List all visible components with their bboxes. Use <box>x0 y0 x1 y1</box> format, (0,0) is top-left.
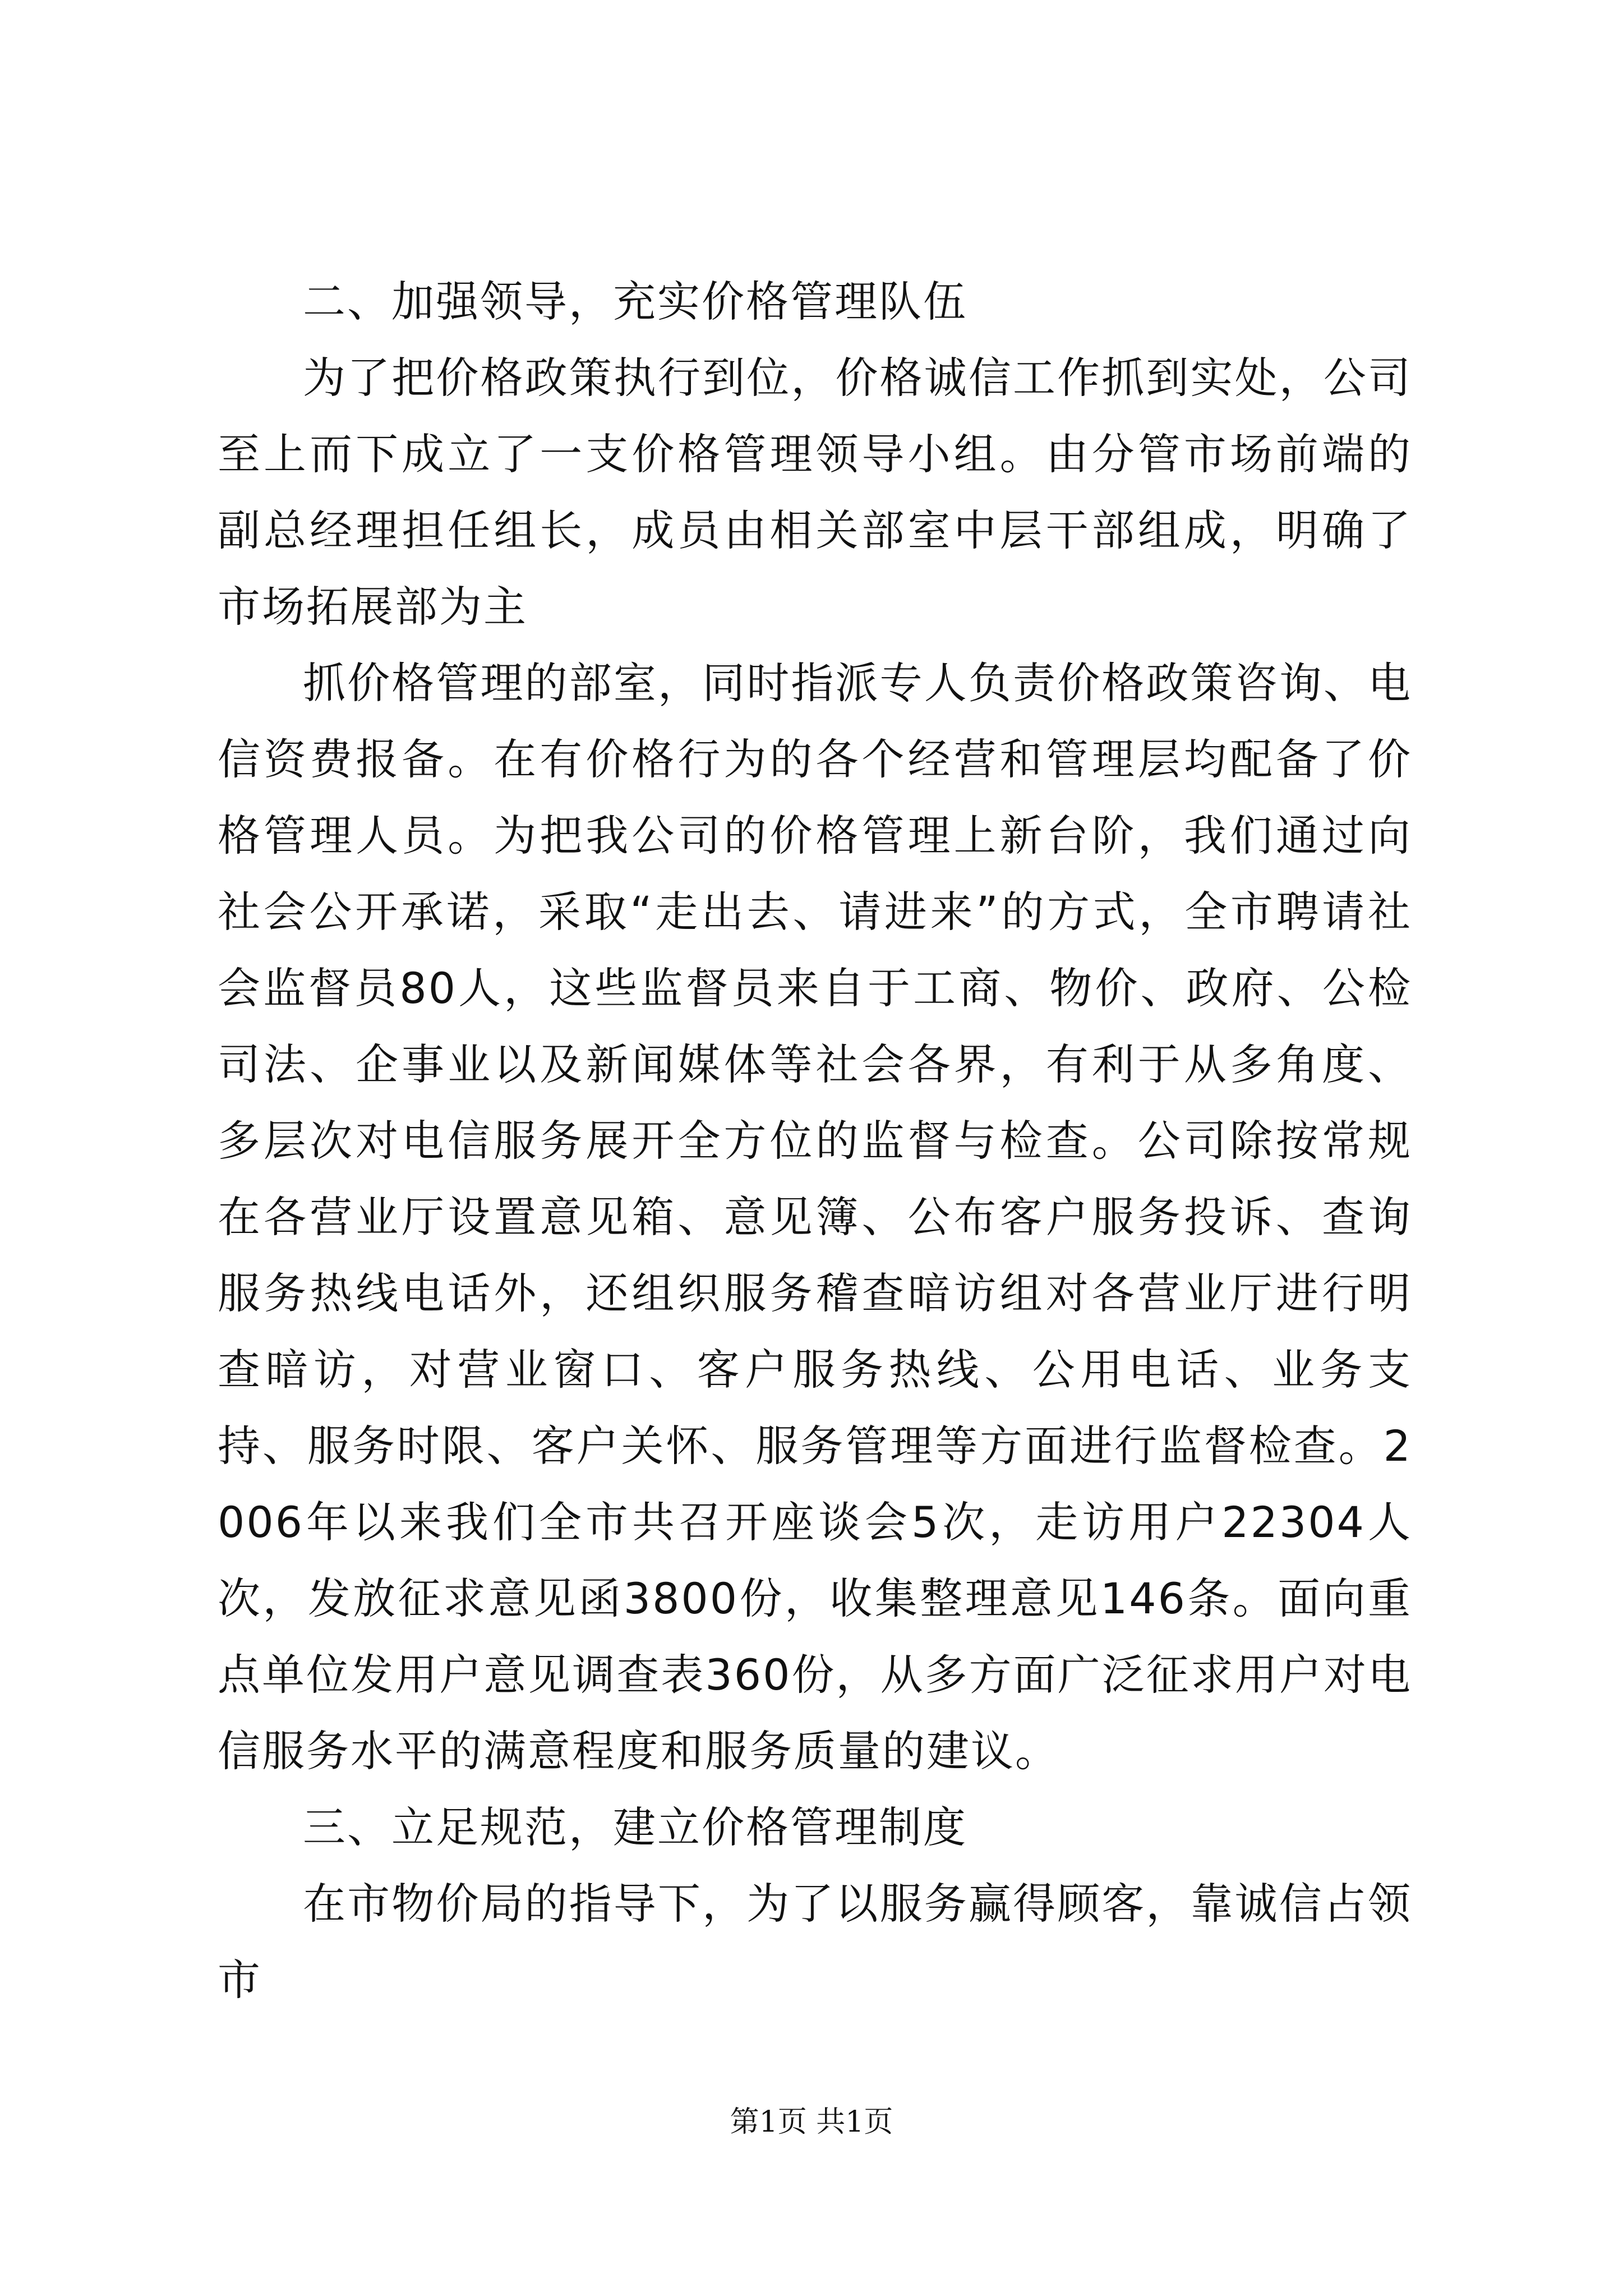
paragraph-price-bureau-guidance: 在市物价局的指导下，为了以服务赢得顾客，靠诚信占领市 <box>218 1879 1412 2005</box>
page-footer: 第1页 共1页 <box>730 2105 893 2139</box>
section-heading-2: 二、加强领导，充实价格管理队伍 <box>303 277 967 326</box>
paragraph-price-management-staff: 抓价格管理的部室，同时指派专人负责价格政策咨询、电信资费报备。在有价格行为的各个经营和管理层均配备了价格管理人员。为把我公司的价格管理上新台阶，我们通过向社会公开承诺，采取“走出去、请进来”的方式，全市聘请社会监督员80人，这些监督员来自于工商、物价、政府、公检司法、企事业以及新闻媒体等社会各界，有利于从多角度、多层次对电信服务展开全方位的监督与检查。公司除按常规在各营业厅设置意见箱、意见簿、公布客户服务投诉、查询服务热线电话外，还组织服务稽查暗访组对各营业厅进行明查暗访，对营业窗口、客户服务热线、公用电话、业务支持、服务时限、客户关怀、服务管理等方面进行监督检查。2006年以来我们全市共召开座谈会5次，走访用户22304人次，发放征求意见函3800份，收集整理意见146条。面向重点单位发用户意见调查表360份，从多方面广泛征求用户对电信服务水平的满意程度和服务质量的建议。 <box>218 658 1412 1776</box>
document-body <box>218 264 1412 2018</box>
paragraph-leadership-team: 为了把价格政策执行到位，价格诚信工作抓到实处，公司至上而下成立了一支价格管理领导小组。由分管市场前端的副总经理担任组长，成员由相关部室中层干部组成，明确了市场拓展部为主 <box>218 353 1412 632</box>
section-heading-3: 三、立足规范，建立价格管理制度 <box>303 1802 967 1852</box>
